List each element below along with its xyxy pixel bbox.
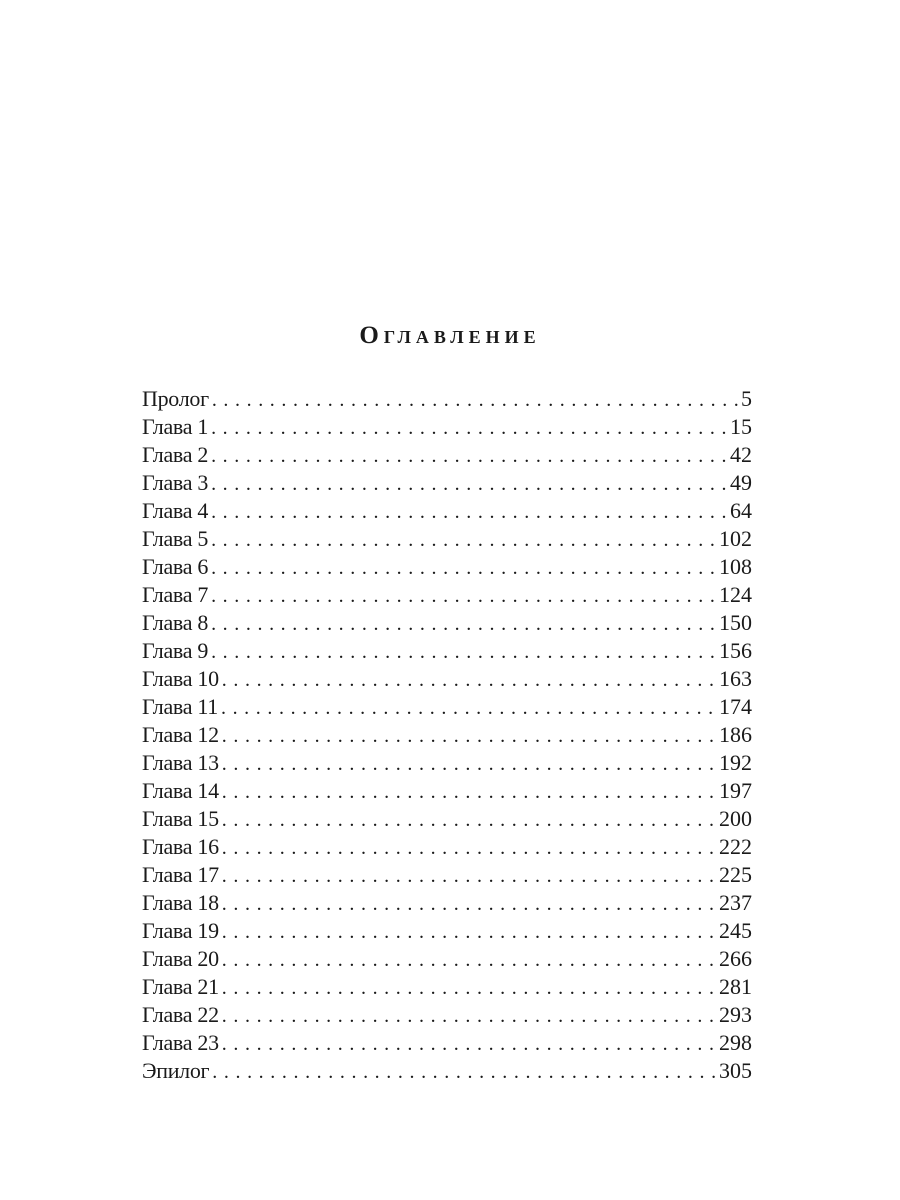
toc-entry[interactable] [142, 805, 752, 833]
toc-entry[interactable] [142, 973, 752, 1001]
toc-entry-page: 197 [719, 778, 752, 803]
toc-entry-label: Пролог [142, 386, 209, 411]
toc-entry-page: 102 [719, 526, 752, 551]
toc-entry-page: 5 [741, 386, 752, 411]
toc-entry-page: 266 [719, 946, 752, 971]
toc-entry[interactable] [142, 749, 752, 777]
dot-leader [222, 806, 716, 833]
toc-entry-label: Глава 6 [142, 554, 209, 579]
toc-entry-label: Глава 2 [142, 442, 209, 467]
dot-leader [211, 554, 716, 581]
dot-leader [212, 386, 738, 413]
toc-entry[interactable] [142, 777, 752, 805]
toc-entry[interactable] [142, 1001, 752, 1029]
toc-entry[interactable] [142, 1057, 752, 1085]
toc-entry-page: 108 [719, 554, 752, 579]
dot-leader [222, 1030, 716, 1057]
toc-entry-label: Глава 4 [142, 498, 209, 523]
toc-entry[interactable] [142, 917, 752, 945]
toc-entry[interactable] [142, 889, 752, 917]
toc-entry[interactable] [142, 525, 752, 553]
toc-entry-page: 281 [719, 974, 752, 999]
toc-entry[interactable] [142, 385, 752, 413]
toc-entry[interactable] [142, 553, 752, 581]
toc-entry[interactable] [142, 637, 752, 665]
toc-entry-page: 237 [719, 890, 752, 915]
toc-entry-page: 200 [719, 806, 752, 831]
toc-entry-page: 42 [730, 442, 752, 467]
dot-leader [211, 610, 716, 637]
toc-entry-label: Глава 16 [142, 834, 219, 859]
dot-leader [222, 750, 716, 777]
dot-leader [222, 666, 716, 693]
toc-entry[interactable] [142, 497, 752, 525]
toc-entry-label: Глава 10 [142, 666, 219, 691]
toc-entry[interactable] [142, 609, 752, 637]
dot-leader [212, 1058, 716, 1085]
toc-entry-page: 124 [719, 582, 752, 607]
toc-title: Оглавление [359, 322, 541, 349]
toc-entry[interactable] [142, 441, 752, 469]
toc-entry-page: 298 [719, 1030, 752, 1055]
toc-entry-label: Глава 23 [142, 1030, 219, 1055]
dot-leader [222, 890, 716, 917]
dot-leader [211, 526, 716, 553]
toc-entry[interactable] [142, 413, 752, 441]
dot-leader [222, 862, 716, 889]
toc-entry-page: 150 [719, 610, 752, 635]
toc-entry[interactable] [142, 833, 752, 861]
toc-entry-label: Глава 11 [142, 694, 218, 719]
toc-entry-label: Глава 17 [142, 862, 219, 887]
toc-entry[interactable] [142, 721, 752, 749]
toc-entry-page: 163 [719, 666, 752, 691]
toc-entry[interactable] [142, 469, 752, 497]
toc-entry[interactable] [142, 693, 752, 721]
dot-leader [221, 694, 716, 721]
toc-entry-label: Глава 14 [142, 778, 219, 803]
toc-entry-page: 293 [719, 1002, 752, 1027]
toc-entry-page: 49 [730, 470, 752, 495]
toc-entry-label: Эпилог [142, 1058, 210, 1083]
dot-leader [211, 582, 716, 609]
toc-entry-label: Глава 12 [142, 722, 219, 747]
dot-leader [222, 918, 716, 945]
toc-entry-page: 174 [719, 694, 752, 719]
toc-entry[interactable] [142, 945, 752, 973]
toc-entry[interactable] [142, 1029, 752, 1057]
dot-leader [222, 778, 716, 805]
toc-entry-page: 64 [730, 498, 752, 523]
dot-leader [222, 834, 716, 861]
dot-leader [211, 442, 727, 469]
dot-leader [211, 470, 727, 497]
toc-entry-label: Глава 3 [142, 470, 209, 495]
dot-leader [222, 946, 716, 973]
dot-leader [211, 498, 727, 525]
dot-leader [211, 414, 727, 441]
toc-entry-label: Глава 8 [142, 610, 209, 635]
toc-entry-label: Глава 20 [142, 946, 219, 971]
toc-entry-page: 192 [719, 750, 752, 775]
toc-entry-label: Глава 13 [142, 750, 219, 775]
toc-entry-label: Глава 1 [142, 414, 209, 439]
toc-entry-label: Глава 7 [142, 582, 209, 607]
toc-entry-label: Глава 5 [142, 526, 209, 551]
toc-entry-label: Глава 22 [142, 1002, 219, 1027]
toc-entry-page: 222 [719, 834, 752, 859]
toc-entry-page: 15 [730, 414, 752, 439]
toc-entry-page: 186 [719, 722, 752, 747]
table-of-contents [142, 385, 752, 1085]
toc-entry-page: 156 [719, 638, 752, 663]
toc-entry-label: Глава 15 [142, 806, 219, 831]
toc-entry-label: Глава 9 [142, 638, 209, 663]
toc-entry-label: Глава 18 [142, 890, 219, 915]
toc-entry[interactable] [142, 861, 752, 889]
toc-entry[interactable] [142, 665, 752, 693]
dot-leader [211, 638, 716, 665]
toc-entry-page: 305 [719, 1058, 752, 1083]
toc-entry-label: Глава 19 [142, 918, 219, 943]
dot-leader [222, 974, 716, 1001]
toc-entry[interactable] [142, 581, 752, 609]
dot-leader [222, 1002, 716, 1029]
dot-leader [222, 722, 716, 749]
toc-entry-page: 225 [719, 862, 752, 887]
toc-entry-page: 245 [719, 918, 752, 943]
toc-entry-label: Глава 21 [142, 974, 219, 999]
